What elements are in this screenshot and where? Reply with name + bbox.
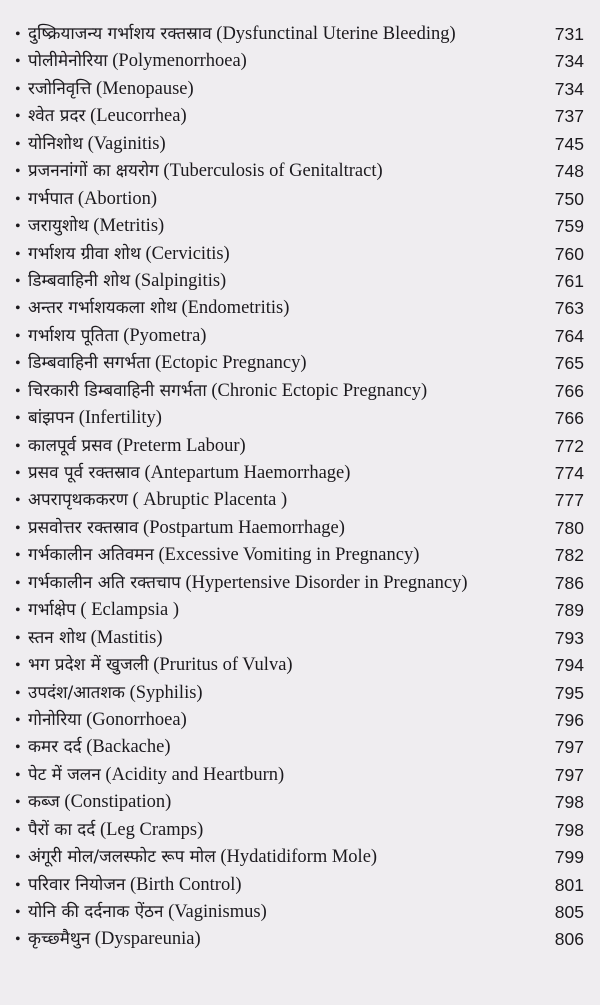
entry-title-english: (Gonorrhoea) [86,709,187,730]
toc-entry [0,186,600,213]
entry-title-hindi: कब्ज [28,792,60,813]
toc-entry [0,872,600,899]
entry-page-number: 795 [554,682,584,703]
entry-page-number: 805 [554,902,584,922]
entry-title-hindi: जरायुशोथ [28,216,89,237]
bullet-icon: • [15,80,21,98]
entry-page-number: 748 [554,161,584,182]
entry-title-english: (Salpingitis) [134,270,227,291]
entry-page-number: 764 [554,325,584,346]
entry-title-hindi: कमर दर्द [28,737,82,758]
toc-entry [0,268,600,295]
toc-entry [0,21,600,48]
entry-title [28,707,187,734]
bullet-icon: • [15,849,21,867]
entry-title-english: (Pyometra) [123,325,207,346]
entry-page-number: 774 [554,463,584,483]
bullet-icon: • [15,410,21,428]
toc-entry [0,405,600,432]
entry-title-english: (Menopause) [96,78,194,99]
entry-title-hindi: गर्भाशय पूतिता [28,325,119,346]
entry-title-hindi: गर्भकालीन अतिवमन [28,545,154,566]
entry-page-number: 737 [554,106,584,127]
entry-page-number: 766 [554,408,584,429]
entry-title-english: (Metritis) [93,216,165,237]
entry-page-number: 734 [554,51,584,72]
toc-entry [0,241,600,268]
entry-title [28,131,166,158]
entry-title-english: (Postpartum Haemorrhage) [143,517,345,538]
toc-entry [0,570,600,597]
toc-entry [0,652,600,679]
toc-entry [0,103,600,130]
entry-title-english: (Syphilis) [129,682,203,703]
entry-title [28,186,157,213]
entry-page-number: 786 [554,572,584,593]
entry-page-number: 763 [554,298,584,319]
entry-title-hindi: प्रजननांगों का क्षयरोग [28,161,159,182]
entry-title-english: (Excessive Vomiting in Pregnancy) [158,545,420,566]
entry-title-hindi: रजोनिवृत्ति [28,78,92,99]
toc-entry [0,460,600,487]
entry-title-hindi: अपरापृथककरण [28,490,128,511]
bullet-icon: • [15,739,21,757]
toc-entry [0,350,600,377]
entry-title-english: (Cervicitis) [145,243,230,264]
entry-title-hindi: उपदंश/आतशक [28,682,125,703]
entry-title-english: (Hydatidiform Mole) [220,847,378,868]
entry-title-english: (Infertility) [78,408,162,429]
entry-title [28,460,350,487]
entry-page-number: 772 [554,435,584,456]
entry-title-hindi: पैरों का दर्द [28,819,96,840]
entry-title [28,734,170,761]
bullet-icon: • [15,547,21,565]
bullet-icon: • [15,53,21,71]
entry-title-english: (Birth Control) [130,874,242,895]
entry-title [28,323,206,350]
entry-title-english: (Ectopic Pregnancy) [155,353,307,374]
entry-title [28,241,230,268]
toc-entry [0,515,600,542]
entry-page-number: 734 [554,78,584,99]
entry-page-number: 793 [554,627,584,648]
bullet-icon: • [15,108,21,126]
entry-title [28,625,163,652]
entry-title-english: (Pruritus of Vulva) [153,655,293,676]
entry-page-number: 765 [554,353,584,374]
bullet-icon: • [15,794,21,812]
entry-title [28,21,456,48]
entry-title [28,378,427,405]
entry-title-english: (Vaginitis) [87,133,166,154]
entry-title-hindi: गर्भपात [28,188,74,209]
bullet-icon: • [15,218,21,236]
entry-title-hindi: पोलीमेनोरिया [28,51,108,72]
toc-entry [0,295,600,322]
entry-title [28,158,383,185]
bullet-icon: • [15,135,21,153]
entry-title-english: (Polymenorrhoea) [112,51,247,72]
entry-title-hindi: प्रसवोत्तर रक्तस्राव [28,517,139,538]
toc-entry [0,48,600,75]
entry-title-hindi: अन्तर गर्भाशयकला शोथ [28,298,177,319]
entry-title [28,405,162,432]
entry-title-hindi: डिम्बवाहिनी सगर्भता [28,353,151,374]
toc-entry [0,433,600,460]
entry-title-english: (Abortion) [77,188,158,209]
bullet-icon: • [15,602,21,620]
entry-page-number: 745 [554,133,584,154]
bullet-icon: • [15,711,21,729]
bullet-icon: • [15,657,21,675]
bullet-icon: • [15,684,21,702]
bullet-icon: • [15,327,21,345]
bullet-icon: • [15,355,21,373]
entry-title-english: (Vaginismus) [168,902,267,922]
entry-page-number: 782 [554,545,584,566]
entry-page-number: 801 [554,874,584,895]
entry-page-number: 797 [554,764,584,785]
entry-title [28,926,201,953]
entry-page-number: 777 [554,490,584,511]
entry-title-hindi: कालपूर्व प्रसव [28,435,113,456]
bullet-icon: • [15,766,21,784]
entry-page-number: 760 [554,243,584,264]
entry-page-number: 761 [554,270,584,291]
entry-page-number: 796 [554,709,584,730]
toc-entry [0,487,600,514]
bullet-icon: • [15,519,21,537]
entry-title [28,213,164,240]
entry-title-hindi: स्तन शोथ [28,627,86,648]
entry-title [28,350,307,377]
entry-title-english: (Acidity and Heartburn) [105,764,285,785]
entry-title [28,487,287,514]
entry-title-english: (Backache) [86,737,171,758]
toc-entry [0,542,600,569]
toc-entry [0,131,600,158]
entry-title-hindi: दुष्क्रियाजन्य गर्भाशय रक्तस्राव [28,24,212,44]
entry-title [28,652,293,679]
toc-entry [0,76,600,103]
entry-page-number: 759 [554,216,584,237]
entry-title-english: (Preterm Labour) [116,435,246,456]
entry-title-hindi: योनि की दर्दनाक ऐंठन [28,902,164,922]
entry-title-english: (Dysfunctinal Uterine Bleeding) [216,24,456,44]
entry-title-hindi: श्वेत प्रदर [28,106,86,127]
entry-title-hindi: परिवार नियोजन [28,874,126,895]
entry-title [28,789,171,816]
entry-page-number: 780 [554,517,584,538]
entry-page-number: 798 [554,819,584,840]
bullet-icon: • [15,904,21,921]
entry-title-hindi: गर्भकालीन अति रक्तचाप [28,572,181,593]
bullet-icon: • [15,437,21,455]
entry-page-number: 806 [554,929,584,950]
bullet-icon: • [15,382,21,400]
toc-entry [0,625,600,652]
entry-title-english: (Chronic Ectopic Pregnancy) [211,380,428,401]
toc-entry [0,680,600,707]
entry-page-number: 766 [554,380,584,401]
toc-entry [0,707,600,734]
entry-title [28,680,203,707]
entry-title [28,762,284,789]
entry-title [28,295,289,322]
entry-title-hindi: प्रसव पूर्व रक्तस्राव [28,463,140,483]
toc-entry [0,213,600,240]
entry-title [28,570,468,597]
toc-entry [0,158,600,185]
toc-entry [0,899,600,926]
bullet-icon: • [15,492,21,510]
toc-entry [0,844,600,871]
entry-page-number: 798 [554,792,584,813]
toc-entry [0,926,600,953]
toc-entry [0,817,600,844]
entry-title-hindi: भग प्रदेश में खुजली [28,655,149,676]
entry-title-hindi: डिम्बवाहिनी शोथ [28,270,131,291]
entry-title-hindi: चिरकारी डिम्बवाहिनी सगर्भता [28,380,207,401]
entry-title-english: (Antepartum Haemorrhage) [144,463,351,483]
entry-title-hindi: कृच्छ्मैथुन [28,929,91,950]
bullet-icon: • [15,190,21,208]
bullet-icon: • [15,26,21,43]
entry-title-english: (Endometritis) [181,298,290,319]
bullet-icon: • [15,465,21,482]
entry-page-number: 731 [554,24,584,44]
table-of-contents [0,21,600,954]
bullet-icon: • [15,272,21,290]
entry-page-number: 750 [554,188,584,209]
entry-title [28,48,247,75]
entry-title-english: ( Eclampsia ) [80,600,180,621]
bullet-icon: • [15,245,21,263]
entry-title-english: (Leucorrhea) [90,106,187,127]
entry-page-number: 799 [554,847,584,868]
toc-entry [0,734,600,761]
entry-title-english: (Dyspareunia) [94,929,201,950]
entry-title-english: (Constipation) [64,792,172,813]
entry-page-number: 797 [554,737,584,758]
entry-title [28,103,187,130]
entry-title [28,817,203,844]
entry-title-hindi: अंगूरी मोल/जलस्फोट रूप मोल [28,847,216,868]
entry-title [28,899,267,926]
bullet-icon: • [15,574,21,592]
entry-title-english: (Leg Cramps) [99,819,204,840]
bullet-icon: • [15,629,21,647]
bullet-icon: • [15,876,21,894]
entry-title-hindi: गर्भाक्षेप [28,600,76,621]
entry-title [28,515,345,542]
bullet-icon: • [15,821,21,839]
entry-title [28,872,242,899]
toc-entry [0,323,600,350]
toc-entry [0,789,600,816]
entry-title [28,844,377,871]
entry-title-hindi: बांझपन [28,408,75,429]
toc-entry [0,597,600,624]
bullet-icon: • [15,931,21,949]
entry-title-english: ( Abruptic Placenta ) [132,490,288,511]
entry-title [28,433,246,460]
entry-page-number: 789 [554,600,584,621]
bullet-icon: • [15,163,21,181]
entry-title [28,76,194,103]
entry-title-hindi: योनिशोथ [28,133,83,154]
toc-entry [0,378,600,405]
entry-title-english: (Tuberculosis of Genitaltract) [163,161,383,182]
entry-title [28,268,226,295]
entry-title [28,597,179,624]
toc-entry [0,762,600,789]
entry-page-number: 794 [554,655,584,676]
entry-title-english: (Hypertensive Disorder in Pregnancy) [185,572,468,593]
entry-title-english: (Mastitis) [90,627,163,648]
entry-title-hindi: गोनोरिया [28,709,82,730]
entry-title-hindi: पेट में जलन [28,764,101,785]
entry-title-hindi: गर्भाशय ग्रीवा शोथ [28,243,141,264]
entry-title [28,542,419,569]
bullet-icon: • [15,300,21,318]
